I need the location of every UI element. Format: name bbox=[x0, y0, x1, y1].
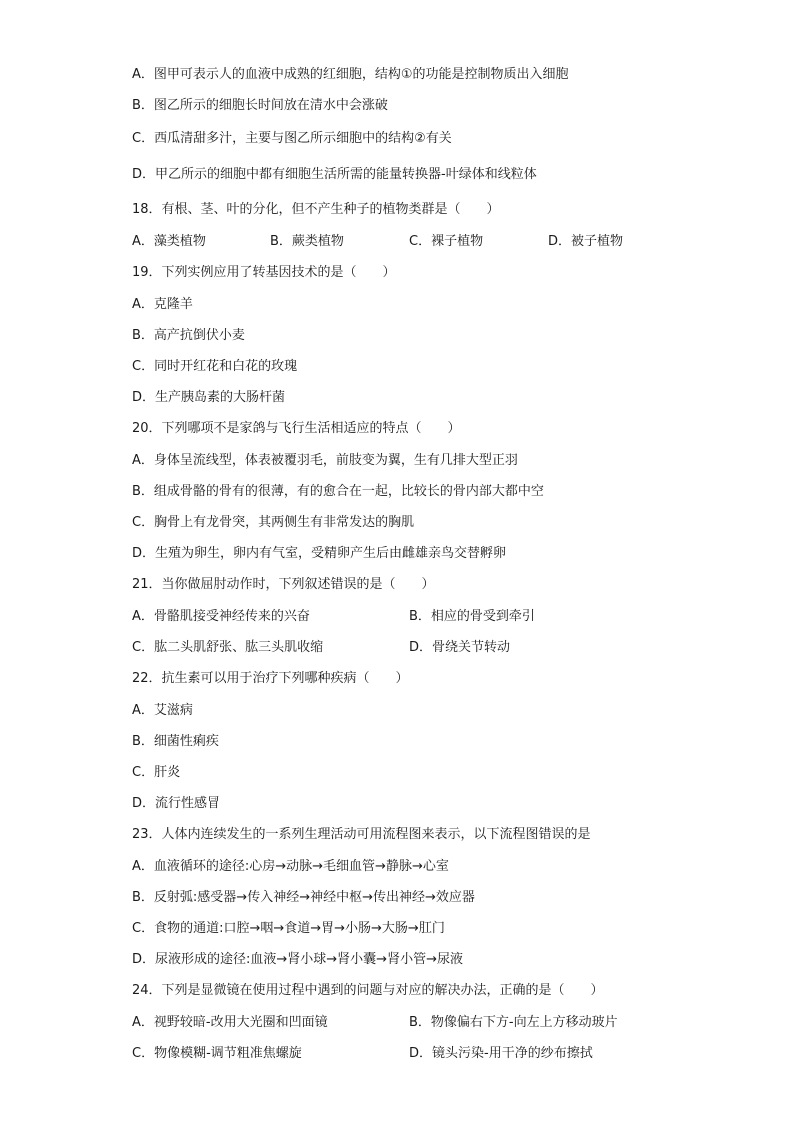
q21-stem: 21．当你做屈肘动作时，下列叙述错误的是（ ） bbox=[132, 577, 435, 592]
q19-option-a: A．克隆羊 bbox=[132, 297, 193, 312]
q20-option-d: D．生殖为卵生，卵内有气室，受精卵产生后由雌雄亲鸟交替孵卵 bbox=[132, 546, 507, 561]
q17-option-b: B．图乙所示的细胞长时间放在清水中会涨破 bbox=[132, 98, 388, 113]
q22-option-b: B．细菌性痢疾 bbox=[132, 734, 219, 749]
q22-option-a: A．艾滋病 bbox=[132, 703, 193, 718]
q20-option-a: A．身体呈流线型，体表被覆羽毛，前肢变为翼，生有几排大型正羽 bbox=[132, 453, 518, 468]
q19-stem: 19．下列实例应用了转基因技术的是（ ） bbox=[132, 265, 396, 280]
q19-option-b: B．高产抗倒伏小麦 bbox=[132, 328, 245, 343]
q20-stem: 20．下列哪项不是家鸽与飞行生活相适应的特点（ ） bbox=[132, 421, 461, 436]
q18-option-b: B．蕨类植物 bbox=[270, 234, 344, 249]
q22-option-d: D．流行性感冒 bbox=[132, 796, 221, 811]
q23-stem: 23．人体内连续发生的一系列生理活动可用流程图来表示，以下流程图错误的是 bbox=[132, 827, 591, 842]
q21-option-d: D．骨绕关节转动 bbox=[409, 640, 511, 655]
q24-option-c: C．物像模糊-调节粗准焦螺旋 bbox=[132, 1046, 302, 1061]
q21-option-c: C．肱二头肌舒张、肱三头肌收缩 bbox=[132, 640, 324, 655]
q23-option-b: B．反射弧:感受器→传入神经→神经中枢→传出神经→效应器 bbox=[132, 890, 475, 905]
q24-option-d: D．镜头污染-用干净的纱布擦拭 bbox=[409, 1046, 593, 1061]
q22-option-c: C．肝炎 bbox=[132, 765, 181, 780]
q23-option-d: D．尿液形成的途径:血液→肾小球→肾小囊→肾小管→尿液 bbox=[132, 952, 463, 967]
q18-option-d: D．被子植物 bbox=[548, 234, 624, 249]
q24-stem: 24．下列是显微镜在使用过程中遇到的问题与对应的解决办法，正确的是（ ） bbox=[132, 983, 604, 998]
q18-stem: 18．有根、茎、叶的分化，但不产生种子的植物类群是（ ） bbox=[132, 202, 500, 217]
q23-option-a: A．血液循环的途径:心房→动脉→毛细血管→静脉→心室 bbox=[132, 859, 449, 874]
q21-option-b: B．相应的骨受到牵引 bbox=[409, 609, 535, 624]
q20-option-b: B．组成骨骼的骨有的很薄，有的愈合在一起，比较长的骨内部大都中空 bbox=[132, 484, 544, 499]
q20-option-c: C．胸骨上有龙骨突，其两侧生有非常发达的胸肌 bbox=[132, 515, 415, 530]
q18-option-c: C．裸子植物 bbox=[409, 234, 484, 249]
q19-option-d: D．生产胰岛素的大肠杆菌 bbox=[132, 390, 286, 405]
q23-option-c: C．食物的通道:口腔→咽→食道→胃→小肠→大肠→肛门 bbox=[132, 921, 445, 936]
q19-option-c: C．同时开红花和白花的玫瑰 bbox=[132, 359, 298, 374]
q17-option-a: A．图甲可表示人的血液中成熟的红细胞，结构①的功能是控制物质出入细胞 bbox=[132, 67, 569, 82]
q24-option-b: B．物像偏右下方-向左上方移动玻片 bbox=[409, 1015, 618, 1030]
q17-option-d: D．甲乙所示的细胞中都有细胞生活所需的能量转换器-叶绿体和线粒体 bbox=[132, 167, 537, 182]
q18-option-a: A．藻类植物 bbox=[132, 234, 206, 249]
q22-stem: 22．抗生素可以用于治疗下列哪种疾病（ ） bbox=[132, 671, 409, 686]
q24-option-a: A．视野较暗-改用大光圈和凹面镜 bbox=[132, 1015, 328, 1030]
q17-option-c: C．西瓜清甜多汁，主要与图乙所示细胞中的结构②有关 bbox=[132, 131, 452, 146]
q21-option-a: A．骨骼肌接受神经传来的兴奋 bbox=[132, 609, 310, 624]
